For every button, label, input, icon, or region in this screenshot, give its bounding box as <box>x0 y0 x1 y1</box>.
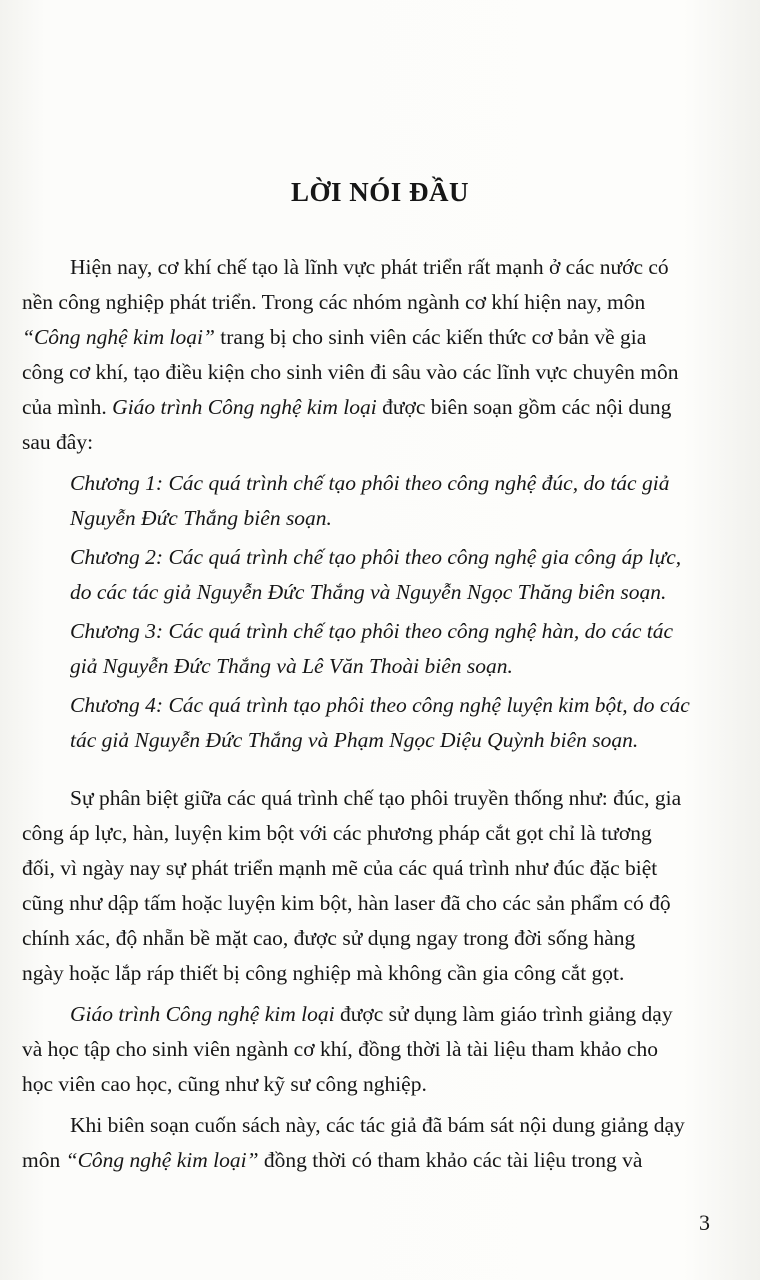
text-line: của mình. Giáo trình Công nghệ kim loại được biên soạn gồm các nội dung <box>22 395 672 419</box>
text-line: sau đây: <box>22 430 94 454</box>
text-line: đối, vì ngày nay sự phát triển mạnh mẽ của các quá trình như đúc đặc biệt <box>22 856 658 880</box>
usage-paragraph <box>22 997 712 1102</box>
chapter-entry: Chương 2: Các quá trình chế tạo phôi theo công nghệ gia công áp lực, do các tác giả Nguyễn Đức Thắng và Nguyễn Ngọc Thăng biên soạn. <box>70 545 682 604</box>
compilation-paragraph <box>22 1108 712 1178</box>
page-title: LỜI NÓI ĐẦU <box>290 177 470 207</box>
text-line: cũng như dập tấm hoặc luyện kim bột, hàn laser đã cho các sản phẩm có độ <box>22 891 671 915</box>
chapter-list <box>70 466 712 762</box>
textbook-name: Giáo trình Công nghệ kim loại <box>70 1002 335 1026</box>
text-line: môn “Công nghệ kim loại” đồng thời có tham khảo các tài liệu trong và <box>22 1148 643 1172</box>
text-line: công cơ khí, tạo điều kiện cho sinh viên đi sâu vào các lĩnh vực chuyên môn <box>22 360 679 384</box>
text-line: Khi biên soạn cuốn sách này, các tác giả đã bám sát nội dung giảng dạy <box>70 1113 685 1137</box>
intro-paragraph <box>22 250 712 460</box>
text-line: và học tập cho sinh viên ngành cơ khí, đồng thời là tài liệu tham khảo cho <box>22 1037 658 1061</box>
text-line: công áp lực, hàn, luyện kim bột với các phương pháp cắt gọt chỉ là tương <box>22 821 652 845</box>
text-line: chính xác, độ nhẵn bề mặt cao, được sử dụng ngay trong đời sống hàng <box>22 926 636 950</box>
textbook-name: Giáo trình Công nghệ kim loại <box>112 395 377 419</box>
text-line: “Công nghệ kim loại” trang bị cho sinh viên các kiến thức cơ bản về gia <box>22 325 647 349</box>
text-line: ngày hoặc lắp ráp thiết bị công nghiệp mà không cần gia công cắt gọt. <box>22 961 625 985</box>
text-line: học viên cao học, cũng như kỹ sư công nghiệp. <box>22 1072 427 1096</box>
text-line: Hiện nay, cơ khí chế tạo là lĩnh vực phát triển rất mạnh ở các nước có <box>70 255 669 279</box>
text-line: Giáo trình Công nghệ kim loại được sử dụng làm giáo trình giảng dạy <box>70 1002 673 1026</box>
text-line: Sự phân biệt giữa các quá trình chế tạo phôi truyền thống như: đúc, gia <box>70 786 682 810</box>
text-line: nền công nghiệp phát triển. Trong các nhóm ngành cơ khí hiện nay, môn <box>22 290 646 314</box>
course-name-quote: “Công nghệ kim loại” <box>65 1148 259 1172</box>
chapter-entry: Chương 4: Các quá trình tạo phôi theo công nghệ luyện kim bột, do các tác giả Nguyễn Đức Thắng và Phạm Ngọc Diệu Quỳnh biên soạn. <box>70 693 690 752</box>
course-name-quote: “Công nghệ kim loại” <box>22 325 215 349</box>
page-number: 3 <box>699 1210 710 1235</box>
chapter-entry: Chương 3: Các quá trình chế tạo phôi theo công nghệ hàn, do các tác giả Nguyễn Đức Thắng và Lê Văn Thoài biên soạn. <box>70 619 674 678</box>
chapter-entry: Chương 1: Các quá trình chế tạo phôi theo công nghệ đúc, do tác giả Nguyễn Đức Thắng biên soạn. <box>70 471 670 530</box>
distinction-paragraph <box>22 781 712 991</box>
